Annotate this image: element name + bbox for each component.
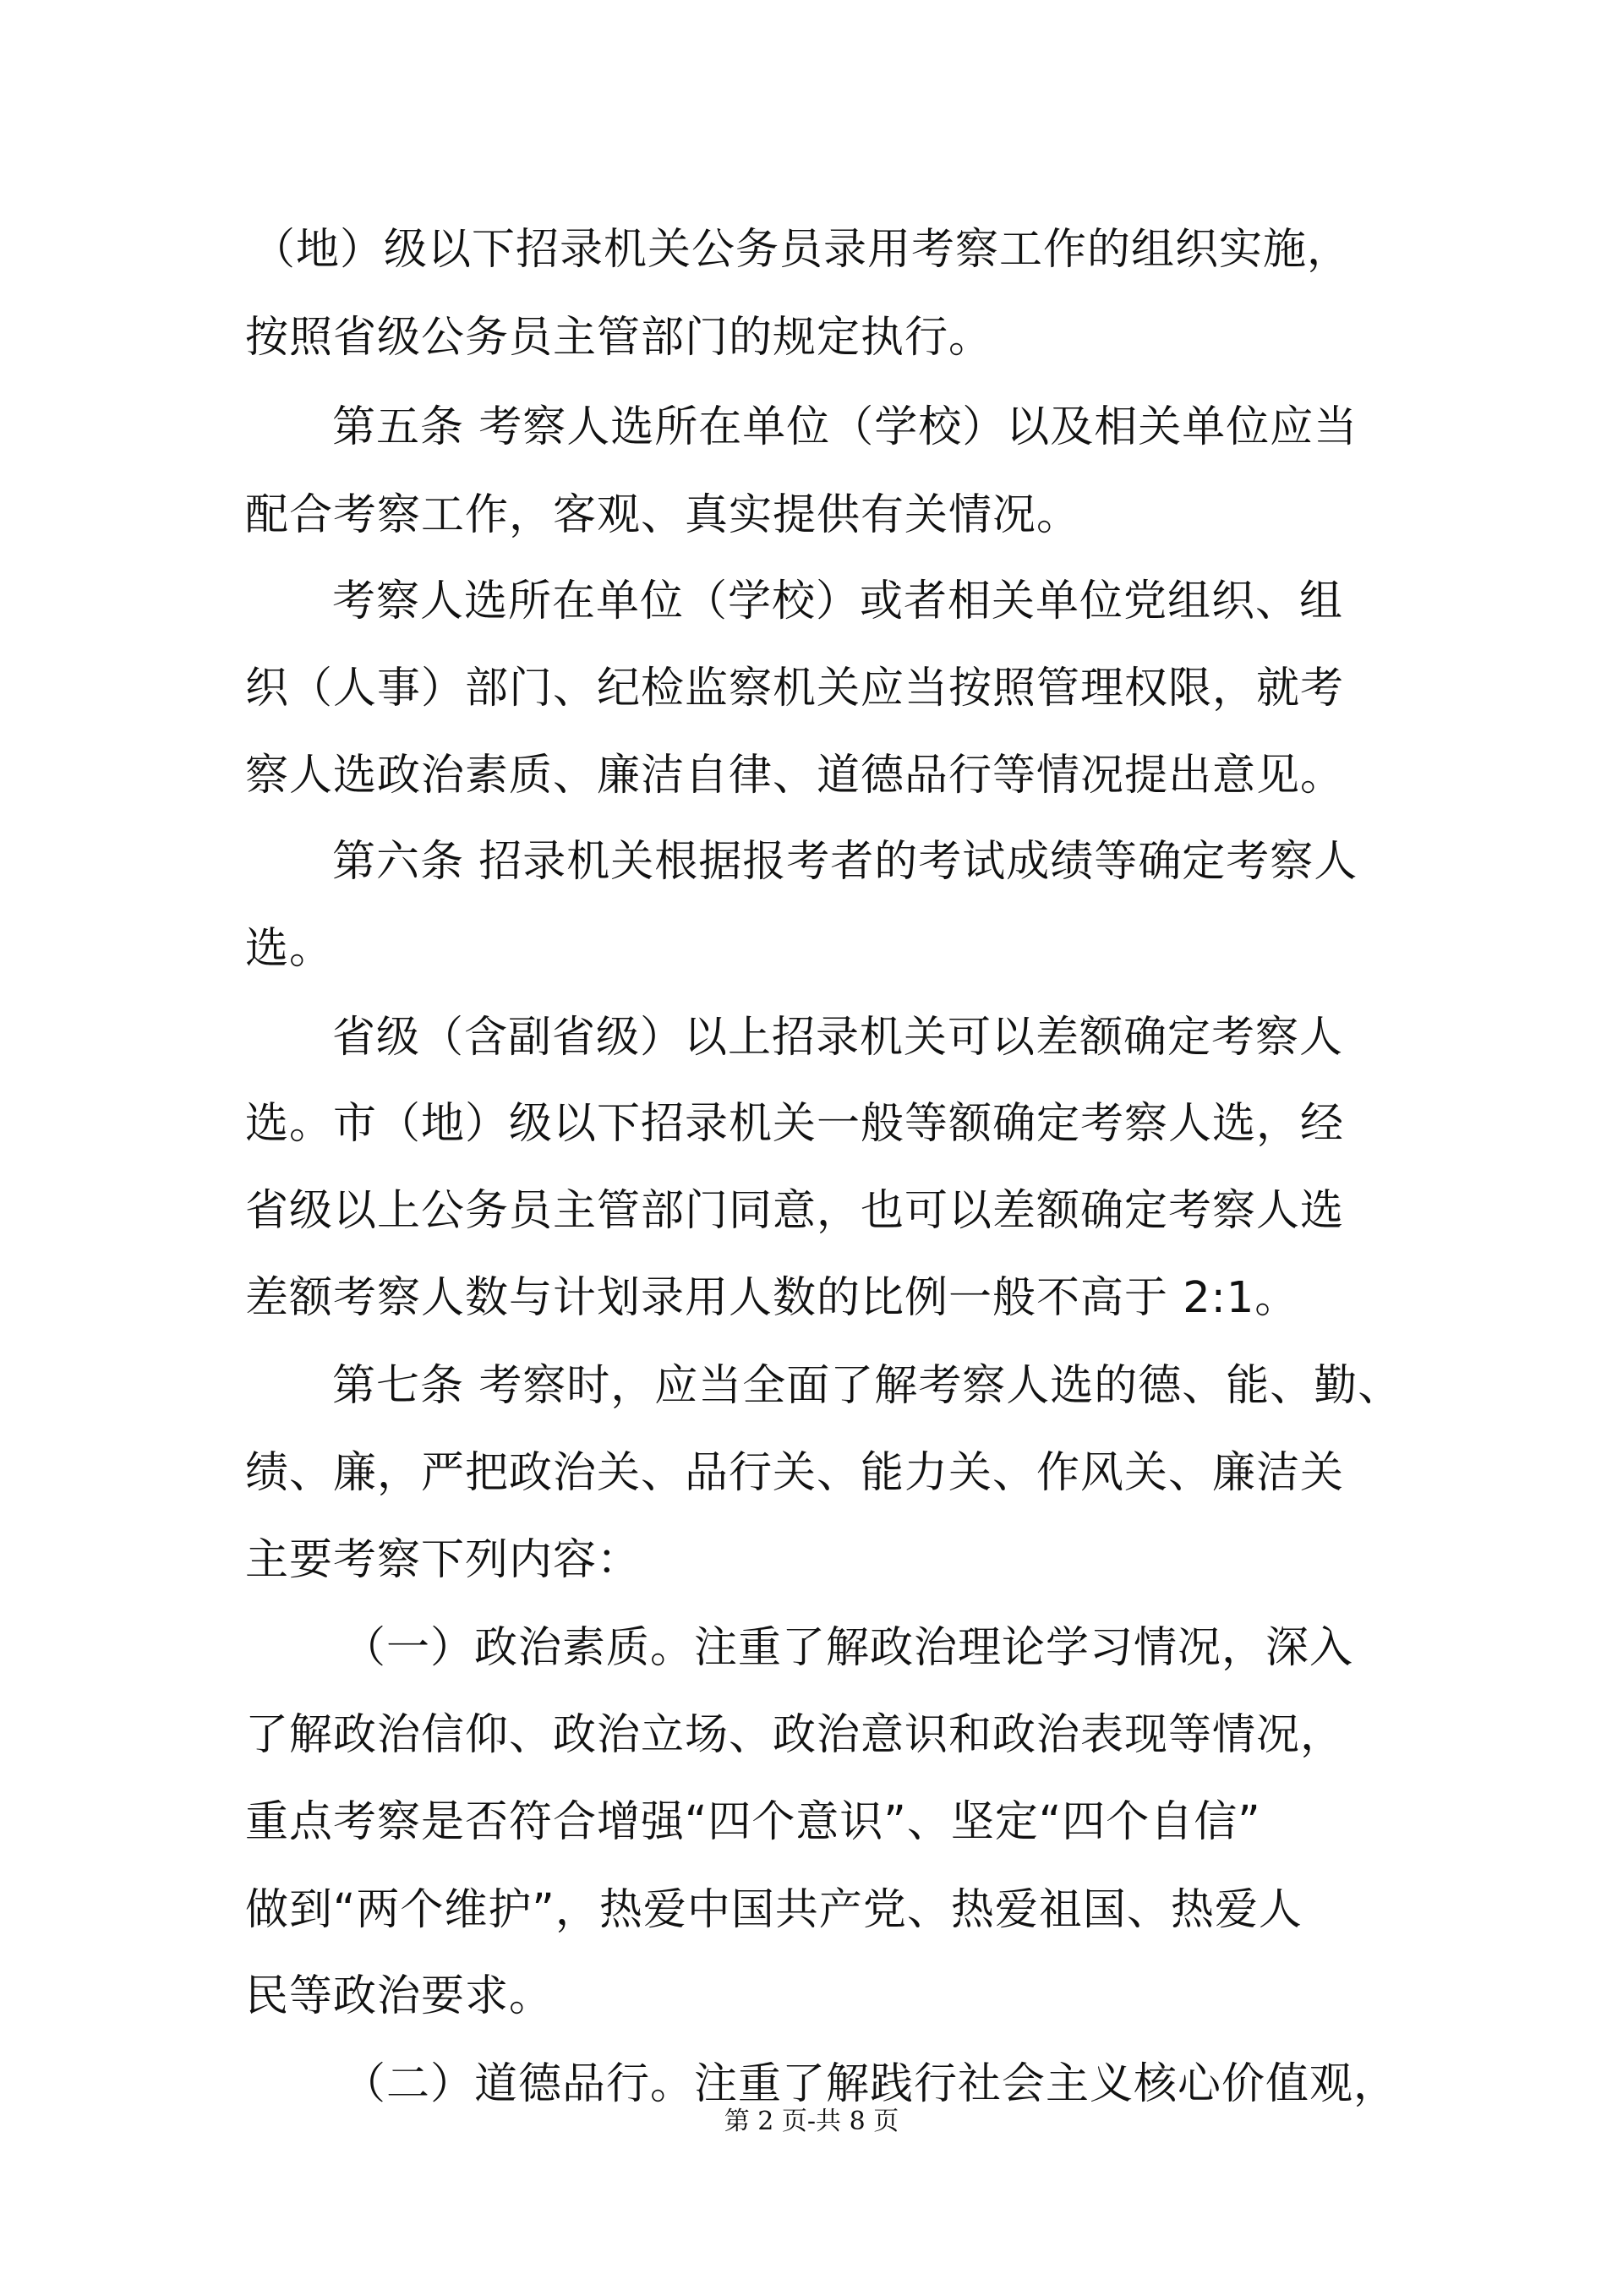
text-line: 织（人事）部门、纪检监察机关应当按照管理权限，就考 <box>245 664 1345 713</box>
text-line: 第五条 考察人选所在单位（学校）以及相关单位应当 <box>332 402 1358 452</box>
text-line: （一）政治素质。注重了解政治理论学习情况，深入 <box>342 1623 1354 1673</box>
text-line: 差额考察人数与计划录用人数的比例一般不高于 2:1。 <box>245 1273 1299 1323</box>
page-number: 第 2 页-共 8 页 <box>724 2107 899 2136</box>
text-line: 省级以上公务员主管部门同意，也可以差额确定考察人选 <box>245 1186 1345 1236</box>
text-line: 第七条 考察时，应当全面了解考察人选的德、能、勤、 <box>332 1361 1402 1411</box>
text-line: 考察人选所在单位（学校）或者相关单位党组织、组 <box>332 577 1344 626</box>
text-line: 绩、廉，严把政治关、品行关、能力关、作风关、廉洁关 <box>245 1448 1345 1498</box>
text-line: 重点考察是否符合增强“四个意识”、坚定“四个自信” <box>245 1797 1261 1847</box>
text-line: 主要考察下列内容： <box>245 1535 642 1585</box>
text-line: 选。市（地）级以下招录机关一般等额确定考察人选，经 <box>245 1099 1345 1149</box>
text-line: 做到“两个维护”，热爱中国共产党、热爱祖国、热爱人 <box>245 1885 1303 1935</box>
text-line: 民等政治要求。 <box>245 1971 554 2021</box>
text-line: 省级（含副省级）以上招录机关可以差额确定考察人 <box>332 1013 1344 1063</box>
text-line: 按照省级公务员主管部门的规定执行。 <box>245 313 993 363</box>
text-line: 第六条 招录机关根据报考者的考试成绩等确定考察人 <box>332 837 1358 887</box>
text-line: （二）道德品行。注重了解践行社会主义核心价值观， <box>342 2059 1398 2109</box>
text-line: 察人选政治素质、廉洁自律、道德品行等情况提出意见。 <box>245 751 1345 801</box>
text-line: （地）级以下招录机关公务员录用考察工作的组织实施， <box>252 225 1352 275</box>
text-line: 选。 <box>245 924 334 974</box>
text-line: 了解政治信仰、政治立场、政治意识和政治表现等情况， <box>245 1710 1345 1760</box>
text-line: 配合考察工作，客观、真实提供有关情况。 <box>245 490 1081 540</box>
